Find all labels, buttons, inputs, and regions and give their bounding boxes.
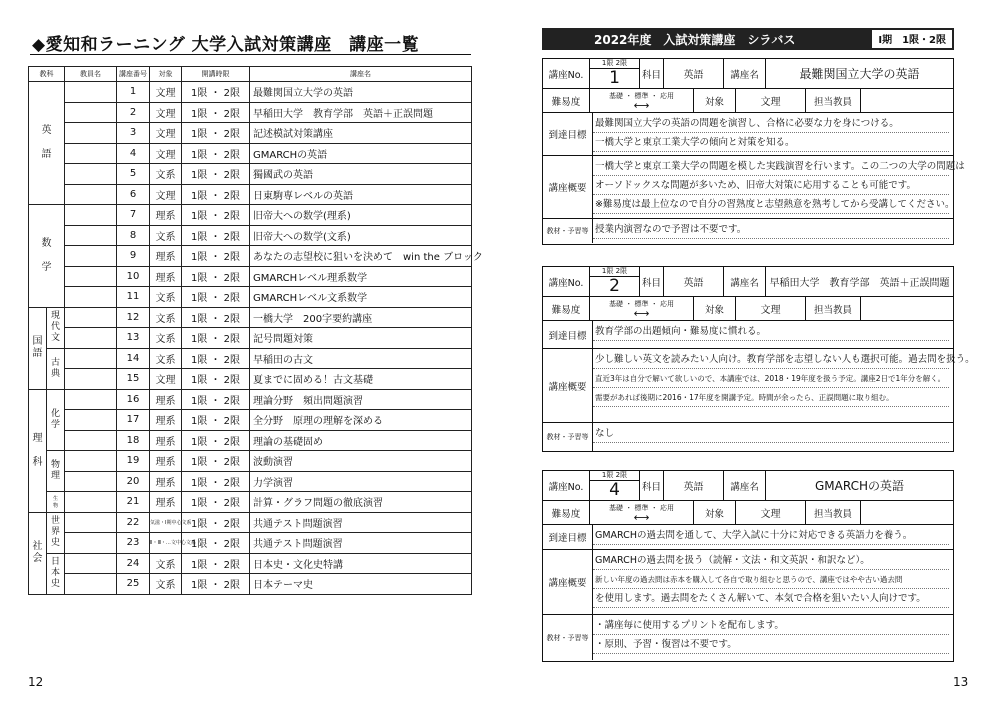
course-number: 7 [117, 205, 150, 226]
syllabus-card [542, 58, 965, 245]
table-row [29, 287, 472, 308]
course-number: 20 [117, 471, 150, 492]
table-row [29, 471, 472, 492]
table-row [29, 430, 472, 451]
subject-label: 科目 [640, 267, 664, 296]
target-label: 対象 [694, 89, 736, 112]
difficulty-arrow: ⟷ [633, 99, 650, 112]
teacher-cell [65, 287, 117, 308]
course-name: あなたの志望校に狙いを決めて win the ブロック [250, 246, 472, 267]
course-target: 文理 [150, 82, 182, 103]
table-header-row [29, 67, 472, 82]
teacher-cell [65, 246, 117, 267]
subject-label: 科目 [640, 59, 664, 88]
course-name: 共通テスト問題演習 [250, 512, 472, 533]
table-row [29, 389, 472, 410]
course-name-label: 講座名 [724, 59, 766, 88]
page-number: 13 [953, 675, 969, 689]
target-value: 文理 [736, 89, 806, 112]
subject-kokugo: 国 語 [29, 307, 47, 389]
course-period: 1限 ・ 2限 [182, 266, 250, 287]
teacher-cell [65, 82, 117, 103]
teacher-value [861, 501, 953, 524]
course-period: 1限 ・ 2限 [182, 471, 250, 492]
teacher-cell [65, 143, 117, 164]
teacher-value [861, 297, 953, 320]
period-2-label: 2限 [615, 59, 628, 67]
table-row [29, 307, 472, 328]
period-2-label: 2限 [615, 471, 628, 479]
course-name-label: 講座名 [724, 471, 766, 500]
teacher-cell [65, 574, 117, 595]
syllabus-card [542, 470, 954, 662]
course-name: 理論分野 頻出問題演習 [250, 389, 472, 410]
course-target: 文系 [150, 348, 182, 369]
course-name: 力学演習 [250, 471, 472, 492]
course-number: 21 [117, 492, 150, 513]
course-name: 日本史・文化史特講 [250, 553, 472, 574]
course-period: 1限 ・ 2限 [182, 553, 250, 574]
course-name: 記述模試対策講座 [250, 123, 472, 144]
difficulty-label: 難易度 [543, 89, 590, 112]
teacher-label: 担当教員 [806, 297, 861, 320]
course-number: 1 [117, 82, 150, 103]
subject-rika: 理 科 [29, 389, 47, 512]
course-no-box [590, 267, 640, 296]
syllabus-card [542, 266, 975, 452]
course-period: 1限 ・ 2限 [182, 512, 250, 533]
syllabus-title: 2022年度 入試対策講座 シラバス [594, 33, 796, 47]
course-name: 計算・グラフ問題の徹底演習 [250, 492, 472, 513]
target-label: 対象 [694, 297, 736, 320]
course-target: 文理 [150, 102, 182, 123]
course-period: 1限 ・ 2限 [182, 348, 250, 369]
table-row [29, 369, 472, 390]
overview-section-line: オーソドックスな問題が多いため、旧帝大対策に応用することも可能です。 [593, 178, 949, 195]
header-subject: 教科 [29, 67, 65, 82]
course-period: 1限 ・ 2限 [182, 123, 250, 144]
course-target: 理系 [150, 246, 182, 267]
course-target: 理系 [150, 471, 182, 492]
course-name: 共通テスト問題演習 [250, 533, 472, 554]
page-number: 12 [28, 675, 44, 689]
course-target: 理系 [150, 410, 182, 431]
course-no-label: 講座No. [543, 59, 590, 88]
difficulty-arrow: ⟷ [633, 511, 650, 524]
course-period: 1限 ・ 2限 [182, 369, 250, 390]
course-target: 理系 [150, 266, 182, 287]
course-target: 文系 [150, 287, 182, 308]
course-period: 1限 ・ 2限 [182, 389, 250, 410]
teacher-cell [65, 123, 117, 144]
course-target: 文系 [150, 574, 182, 595]
course-list-table [28, 66, 483, 595]
subject-sekaishi: 世 界 史 [47, 512, 65, 553]
difficulty-options: 基礎 ・ 標準 ・ 応用 [609, 92, 674, 100]
subject-koten: 古 典 [47, 348, 65, 389]
target-label: 対象 [694, 501, 736, 524]
course-number: 2 [117, 102, 150, 123]
difficulty-row [543, 501, 953, 525]
teacher-cell [65, 512, 117, 533]
difficulty-options: 基礎 ・ 標準 ・ 応用 [609, 504, 674, 512]
table-row [29, 512, 472, 533]
overview-section-line: GMARCHの過去問を扱う（読解・文法・和文英訳・和訳など）。 [593, 553, 949, 570]
materials-section [543, 615, 953, 660]
goal-section [543, 321, 953, 349]
difficulty-label: 難易度 [543, 297, 590, 320]
overview-section-line: 需要があれば後期に2016・17年度を開講予定。時間が余ったら、正誤問題に取り組む。 [593, 390, 949, 407]
materials-section-line: ・原則、予習・復習は不要です。 [593, 637, 949, 654]
teacher-cell [65, 307, 117, 328]
course-name: 全分野 原理の理解を深める [250, 410, 472, 431]
overview-section-line: を使用します。過去問をたくさん解いて、本気で合格を狙いたい人向けです。 [593, 591, 949, 608]
overview-section [543, 156, 965, 219]
header-period: 開講時限 [182, 67, 250, 82]
course-no-box [590, 471, 640, 500]
table-row [29, 553, 472, 574]
goal-section-line: 一橋大学と東京工業大学の傾向と対策を知る。 [593, 135, 949, 152]
course-number: 9 [117, 246, 150, 267]
table-row [29, 164, 472, 185]
subject-value: 英語 [664, 267, 724, 296]
table-row [29, 451, 472, 472]
goal-section [543, 113, 953, 156]
course-target: 文系 [150, 164, 182, 185]
course-name: 旧帝大への数学(理系) [250, 205, 472, 226]
course-header-row [543, 267, 953, 297]
table-row [29, 205, 472, 226]
course-number: 23 [117, 533, 150, 554]
teacher-cell [65, 389, 117, 410]
course-target: 文系 [150, 328, 182, 349]
course-period: 1限 ・ 2限 [182, 430, 250, 451]
goal-section-line: 最難関国立大学の英語の問題を演習し、合格に必要な力を身につける。 [593, 116, 949, 133]
table-row [29, 123, 472, 144]
course-target: 理系 [150, 451, 182, 472]
course-period: 1限 ・ 2限 [182, 184, 250, 205]
course-number: 3 [117, 123, 150, 144]
course-name: 日東駒専レベルの英語 [250, 184, 472, 205]
course-period: 1限 ・ 2限 [182, 410, 250, 431]
course-number: 1 [609, 68, 620, 88]
period-2-label: 2限 [615, 267, 628, 275]
course-no-label: 講座No. [543, 267, 590, 296]
course-name: 夏までに固める！古文基礎 [250, 369, 472, 390]
goal-section-line: 教育学部の出題傾向・難易度に慣れる。 [593, 324, 949, 341]
course-number: 2 [609, 276, 620, 296]
subject-value: 英語 [664, 59, 724, 88]
course-number: 18 [117, 430, 150, 451]
difficulty-scale [590, 501, 694, 524]
materials-section [543, 423, 953, 451]
overview-section-label: 講座概要 [543, 349, 593, 422]
course-name: 早稲田の古文 [250, 348, 472, 369]
course-target: 文理 [150, 369, 182, 390]
table-row [29, 102, 472, 123]
course-number: 14 [117, 348, 150, 369]
course-name: 最難関国立大学の英語 [250, 82, 472, 103]
teacher-label: 担当教員 [806, 501, 861, 524]
materials-section-label: 教材・予習等 [543, 423, 593, 451]
course-name-value: 早稲田大学 教育学部 英語＋正誤問題 [769, 278, 950, 289]
table-row [29, 533, 472, 554]
course-period: 1限 ・ 2限 [182, 492, 250, 513]
teacher-cell [65, 430, 117, 451]
difficulty-row [543, 89, 953, 113]
course-name: 波動演習 [250, 451, 472, 472]
teacher-cell [65, 266, 117, 287]
teacher-cell [65, 533, 117, 554]
course-number: 25 [117, 574, 150, 595]
course-header-row [543, 59, 953, 89]
course-number: 16 [117, 389, 150, 410]
header-target: 対象 [150, 67, 182, 82]
goal-section-label: 到達目標 [543, 525, 593, 549]
title-underline [30, 54, 471, 55]
overview-section-line: ※難易度は最上位なので自分の習熟度と志望熱意を熟考してから受講してください。 [593, 197, 949, 214]
table-row [29, 266, 472, 287]
table-row [29, 410, 472, 431]
course-period: 1限 ・ 2限 [182, 574, 250, 595]
header-course-no: 講座番号 [117, 67, 150, 82]
syllabus-term-badge: Ⅰ期 1限・2限 [872, 30, 952, 48]
course-target: 理系 [150, 492, 182, 513]
course-period: 1限 ・ 2限 [182, 205, 250, 226]
teacher-cell [65, 410, 117, 431]
table-row [29, 184, 472, 205]
course-period: 1限 ・ 2限 [182, 82, 250, 103]
table-row [29, 225, 472, 246]
subject-label: 科目 [640, 471, 664, 500]
course-name-label: 講座名 [724, 267, 766, 296]
goal-section-label: 到達目標 [543, 321, 593, 348]
materials-section-label: 教材・予習等 [543, 219, 593, 243]
teacher-cell [65, 348, 117, 369]
subject-seibutsu: 生 物 [47, 492, 65, 513]
table-row [29, 492, 472, 513]
table-row [29, 574, 472, 595]
course-period: 1限 ・ 2限 [182, 307, 250, 328]
difficulty-label: 難易度 [543, 501, 590, 524]
subject-value: 英語 [664, 471, 724, 500]
course-period: 1限 ・ 2限 [182, 328, 250, 349]
overview-section-line: 一橋大学と東京工業大学の問題を模した実践演習を行います。この二つの大学の問題は [593, 159, 949, 176]
course-target: 文理 [150, 123, 182, 144]
course-period: 1限 ・ 2限 [182, 102, 250, 123]
course-name: GMARCHの英語 [250, 143, 472, 164]
table-row [29, 328, 472, 349]
teacher-cell [65, 471, 117, 492]
teacher-cell [65, 451, 117, 472]
teacher-cell [65, 328, 117, 349]
course-period: 1限 ・ 2限 [182, 225, 250, 246]
course-no-box [590, 59, 640, 88]
course-number: 19 [117, 451, 150, 472]
target-value: 文理 [736, 297, 806, 320]
goal-section-line: GMARCHの過去問を通して、大学入試に十分に対応できる英語力を養う。 [593, 528, 949, 545]
difficulty-arrow: ⟷ [633, 307, 650, 320]
target-value: 文理 [736, 501, 806, 524]
page-title: ◆愛知和ラーニング 大学入試対策講座 講座一覧 [32, 35, 420, 55]
table-row [29, 348, 472, 369]
course-number: 4 [609, 480, 620, 500]
course-name: 旧帝大への数学(文系) [250, 225, 472, 246]
subject-gendai: 現 代 文 [47, 307, 65, 348]
course-target: 理系 [150, 389, 182, 410]
subject-nihonshi: 日 本 史 [47, 553, 65, 594]
table-row [29, 246, 472, 267]
course-number: 5 [117, 164, 150, 185]
course-number: 24 [117, 553, 150, 574]
teacher-cell [65, 205, 117, 226]
materials-section-line: なし [593, 426, 949, 443]
teacher-value [861, 89, 953, 112]
materials-section-label: 教材・予習等 [543, 615, 593, 660]
period-1-label: 1限 [601, 267, 616, 275]
course-target: 文理 [150, 143, 182, 164]
difficulty-scale [590, 89, 694, 112]
subject-math: 数 学 [29, 205, 65, 308]
overview-section-line: 直近3年は自分で解いて欲しいので、本講座では、2018・19年度を扱う予定。講座2日で1年分を解く。 [593, 371, 949, 388]
course-name: GMARCHレベル文系数学 [250, 287, 472, 308]
course-no-label: 講座No. [543, 471, 590, 500]
overview-section [543, 550, 953, 615]
materials-section-line: ・講座毎に使用するプリントを配布します。 [593, 618, 949, 635]
overview-section [543, 349, 975, 423]
header-teacher: 教員名 [65, 67, 117, 82]
course-number: 13 [117, 328, 150, 349]
subject-kagaku: 化 学 [47, 389, 65, 451]
course-target: 文系 [150, 307, 182, 328]
course-period: 1限 ・ 2限 [182, 164, 250, 185]
course-name: 記号問題対策 [250, 328, 472, 349]
course-number: 8 [117, 225, 150, 246]
table-row [29, 143, 472, 164]
course-period: 1限 ・ 2限 [182, 143, 250, 164]
teacher-cell [65, 492, 117, 513]
overview-section-line: 少し難しい英文を読みたい人向け。教育学部を志望しない人も選択可能。過去問を扱う。 [593, 352, 949, 369]
course-number: 11 [117, 287, 150, 308]
course-number: 4 [117, 143, 150, 164]
overview-section-label: 講座概要 [543, 156, 593, 218]
course-name-value: GMARCHの英語 [814, 479, 904, 493]
course-number: 15 [117, 369, 150, 390]
course-name: 理論の基礎固め [250, 430, 472, 451]
course-target: 理系 [150, 205, 182, 226]
course-number: 10 [117, 266, 150, 287]
materials-section-line: 授業内演習なので予習は不要です。 [593, 222, 949, 239]
course-number: 12 [117, 307, 150, 328]
difficulty-row [543, 297, 953, 321]
header-course-name: 講座名 [250, 67, 472, 82]
goal-section-label: 到達目標 [543, 113, 593, 155]
syllabus-header-bar [542, 28, 954, 50]
period-1-label: 1限 [601, 471, 616, 479]
subject-butsuri: 物 理 [47, 451, 65, 492]
teacher-cell [65, 184, 117, 205]
overview-section-line: 新しい年度の過去問は赤本を購入して各自で取り組むと思うので、講座ではやや古い過去問 [593, 572, 949, 589]
course-target: 理系 [150, 430, 182, 451]
period-1-label: 1限 [601, 59, 616, 67]
course-number: 6 [117, 184, 150, 205]
teacher-cell [65, 102, 117, 123]
course-period: 1限 ・ 2限 [182, 451, 250, 472]
teacher-label: 担当教員 [806, 89, 861, 112]
overview-section-label: 講座概要 [543, 550, 593, 614]
difficulty-scale [590, 297, 694, 320]
course-name-value: 最難関国立大学の英語 [799, 67, 920, 81]
course-name: GMARCHレベル理系数学 [250, 266, 472, 287]
course-name: 獨國武の英語 [250, 164, 472, 185]
course-number: 17 [117, 410, 150, 431]
goal-section [543, 525, 953, 550]
subject-english: 英 語 [29, 82, 65, 205]
course-target: 文理 [150, 184, 182, 205]
course-number: 22 [117, 512, 150, 533]
difficulty-options: 基礎 ・ 標準 ・ 応用 [609, 300, 674, 308]
course-period: 1限 ・ 2限 [182, 533, 250, 554]
course-target: 気滋・Ⅰ期中心文系 [150, 512, 182, 533]
course-name: 早稲田大学 教育学部 英語＋正誤問題 [250, 102, 472, 123]
course-target: Ⅱ・Ⅲ・…文中心文系 [150, 533, 182, 554]
teacher-cell [65, 225, 117, 246]
course-target: 文系 [150, 225, 182, 246]
course-name: 一橋大学 200字要約講座 [250, 307, 472, 328]
teacher-cell [65, 553, 117, 574]
teacher-cell [65, 369, 117, 390]
teacher-cell [65, 164, 117, 185]
course-header-row [543, 471, 953, 501]
course-name: 日本テーマ史 [250, 574, 472, 595]
course-target: 文系 [150, 553, 182, 574]
course-period: 1限 ・ 2限 [182, 287, 250, 308]
materials-section [543, 219, 953, 243]
table-row [29, 82, 472, 103]
course-period: 1限 ・ 2限 [182, 246, 250, 267]
subject-shakai: 社 会 [29, 512, 47, 594]
